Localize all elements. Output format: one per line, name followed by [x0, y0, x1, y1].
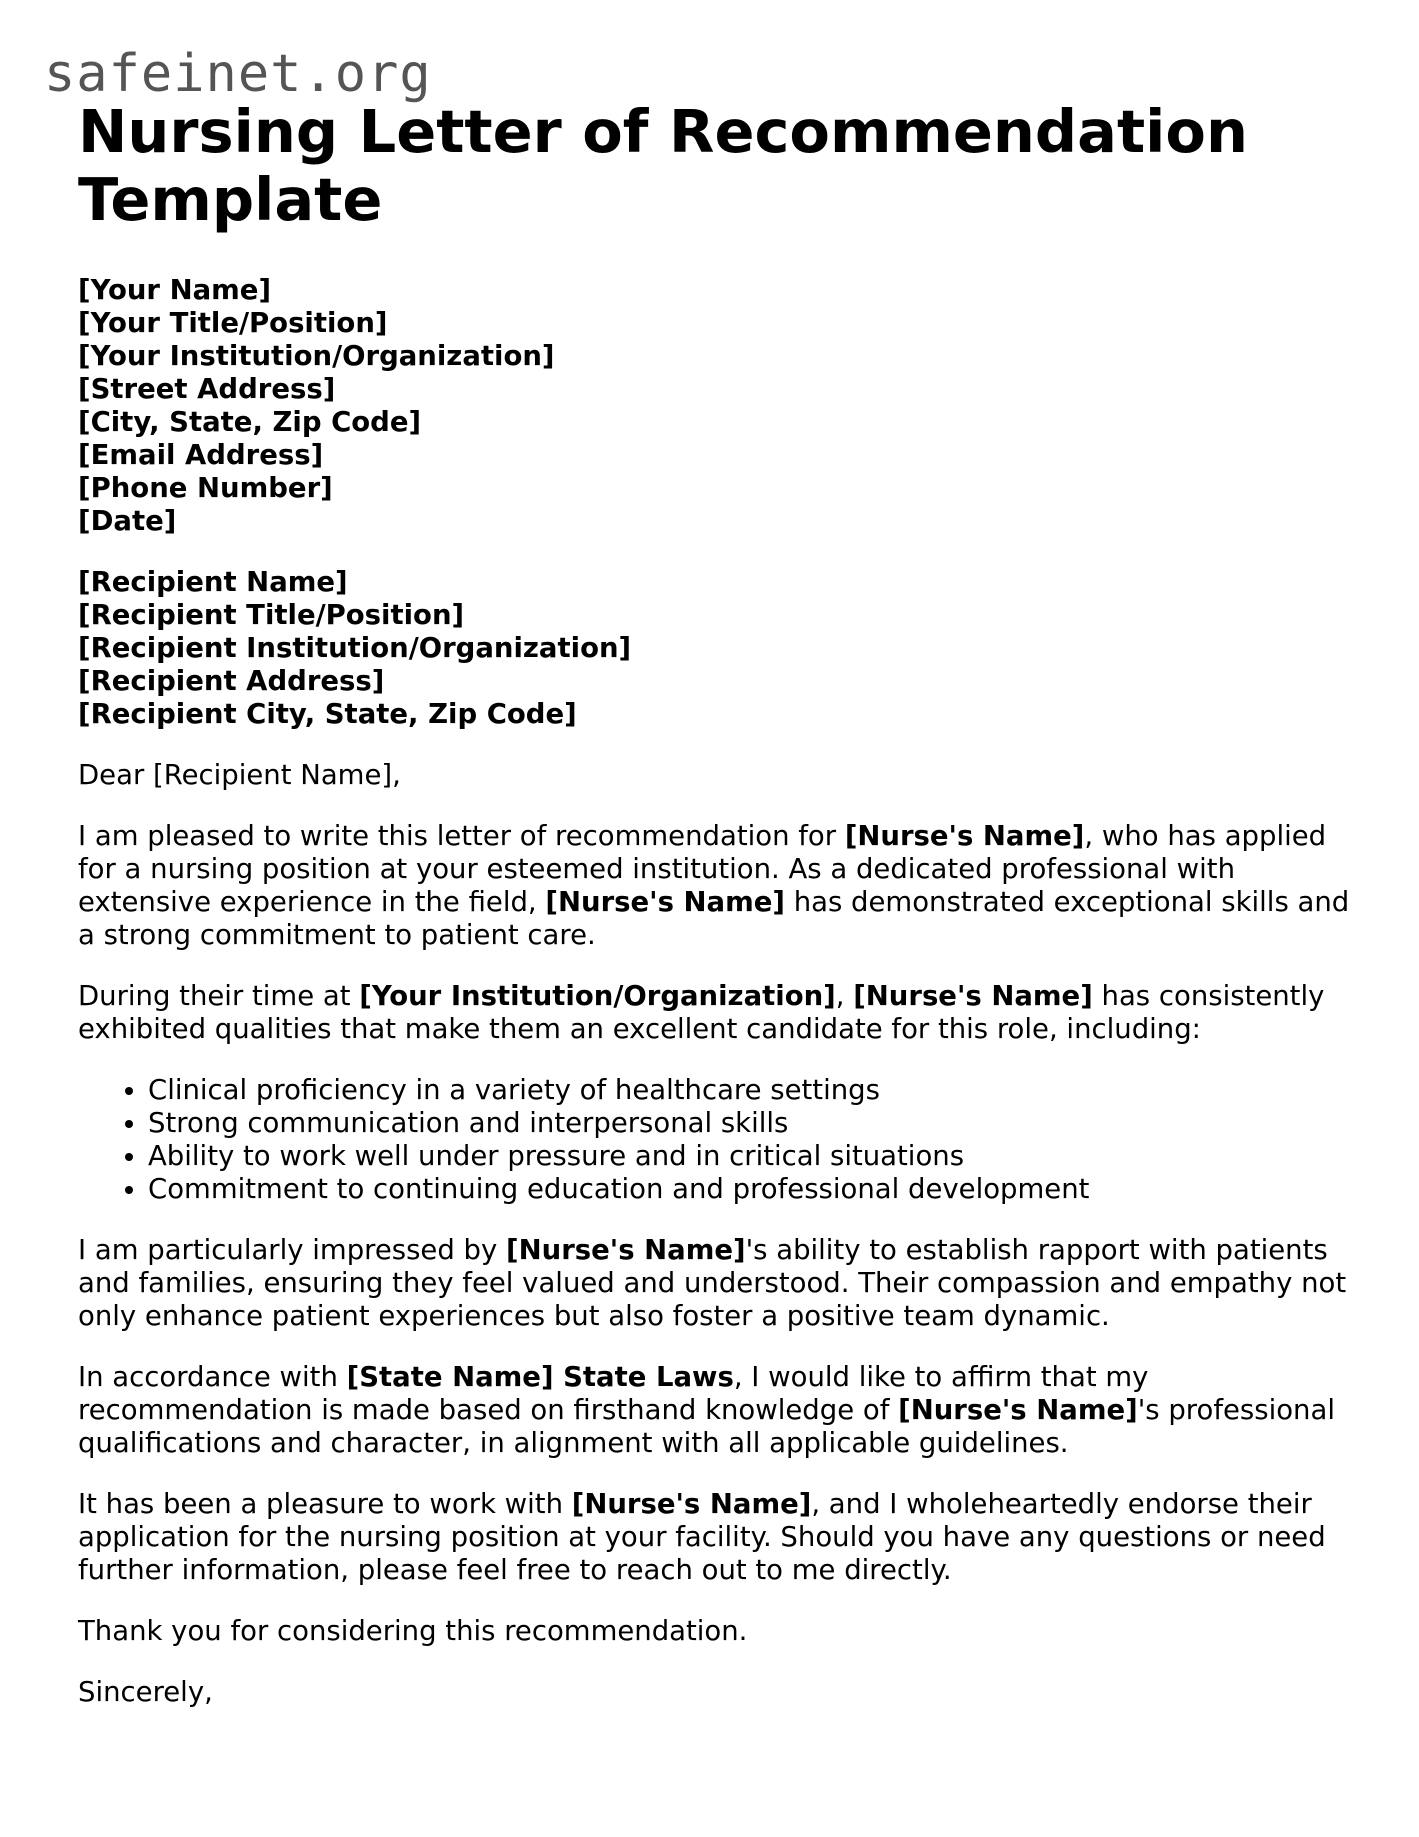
- sender-address-block: [78, 274, 1358, 538]
- nurse-name-placeholder: [Nurse's Name]: [545, 886, 785, 918]
- salutation: Dear [Recipient Name],: [78, 759, 401, 791]
- paragraph-state-laws: In accordance with [State Name] State Laws, I would like to affirm that my recommendation is made based on firsthand knowledge of [Nurse's Name]'s professional qualifications and character, in alignment with all applicable guidelines.: [78, 1361, 1335, 1459]
- recipient-title: [Recipient Title/Position]: [78, 599, 465, 631]
- qualities-list: [78, 1074, 1358, 1206]
- sender-title: [Your Title/Position]: [78, 307, 388, 339]
- recipient-name: [Recipient Name]: [78, 566, 348, 598]
- nurse-name-placeholder: [Nurse's Name]: [844, 820, 1085, 852]
- letter-page: [78, 98, 1358, 1709]
- paragraph-rapport: I am particularly impressed by [Nurse's Name]'s ability to establish rapport with patients and families, ensuring they feel valued and understood. Their compassion and empathy not only enhance patient experiences but also foster a positive team dynamic.: [78, 1234, 1347, 1332]
- institution-placeholder: [Your Institution/Organization]: [359, 980, 836, 1012]
- sender-street: [Street Address]: [78, 373, 336, 405]
- sender-email: [Email Address]: [78, 439, 324, 471]
- sender-institution: [Your Institution/Organization]: [78, 340, 555, 372]
- list-item: • Ability to work well under pressure and in critical situations: [148, 1140, 1358, 1173]
- nurse-name-placeholder: [Nurse's Name]: [853, 980, 1093, 1012]
- list-item: • Clinical proficiency in a variety of healthcare settings: [148, 1074, 1358, 1107]
- paragraph-intro: I am pleased to write this letter of recommendation for [Nurse's Name], who has applied for a nursing position at your esteemed institution. As a dedicated professional with extensive experience in the field, [Nurse's Name] has demonstrated exceptional skills and a strong commitment to patient care.: [78, 820, 1350, 951]
- nurse-name-placeholder: [Nurse's Name]: [898, 1394, 1138, 1426]
- list-item: • Strong communication and interpersonal skills: [148, 1107, 1358, 1140]
- watermark: safeinet.org: [44, 44, 432, 104]
- paragraph-qualities-intro: During their time at [Your Institution/Organization], [Nurse's Name] has consistently exhibited qualities that make them an excellent candidate for this role, including:: [78, 980, 1325, 1045]
- thanks-line: Thank you for considering this recommendation.: [78, 1615, 748, 1647]
- list-item: • Commitment to continuing education and professional development: [148, 1173, 1358, 1206]
- letter-date: [Date]: [78, 505, 177, 537]
- recipient-address: [Recipient Address]: [78, 665, 385, 697]
- recipient-city-state-zip: [Recipient City, State, Zip Code]: [78, 698, 577, 730]
- recipient-address-block: [78, 566, 1358, 731]
- paragraph-endorsement: It has been a pleasure to work with [Nurse's Name], and I wholeheartedly endorse their application for the nursing position at your facility. Should you have any questions or need further information, please feel free to reach out to me directly.: [78, 1488, 1326, 1586]
- sender-city-state-zip: [City, State, Zip Code]: [78, 406, 422, 438]
- nurse-name-placeholder: [Nurse's Name]: [571, 1488, 812, 1520]
- nurse-name-placeholder: [Nurse's Name]: [506, 1234, 746, 1266]
- closing: Sincerely,: [78, 1676, 213, 1708]
- state-laws-placeholder: [State Name] State Laws: [346, 1361, 734, 1393]
- sender-name: [Your Name]: [78, 274, 272, 306]
- page-title: Nursing Letter of Recommendation Template: [78, 97, 1248, 234]
- recipient-institution: [Recipient Institution/Organization]: [78, 632, 632, 664]
- sender-phone: [Phone Number]: [78, 472, 333, 504]
